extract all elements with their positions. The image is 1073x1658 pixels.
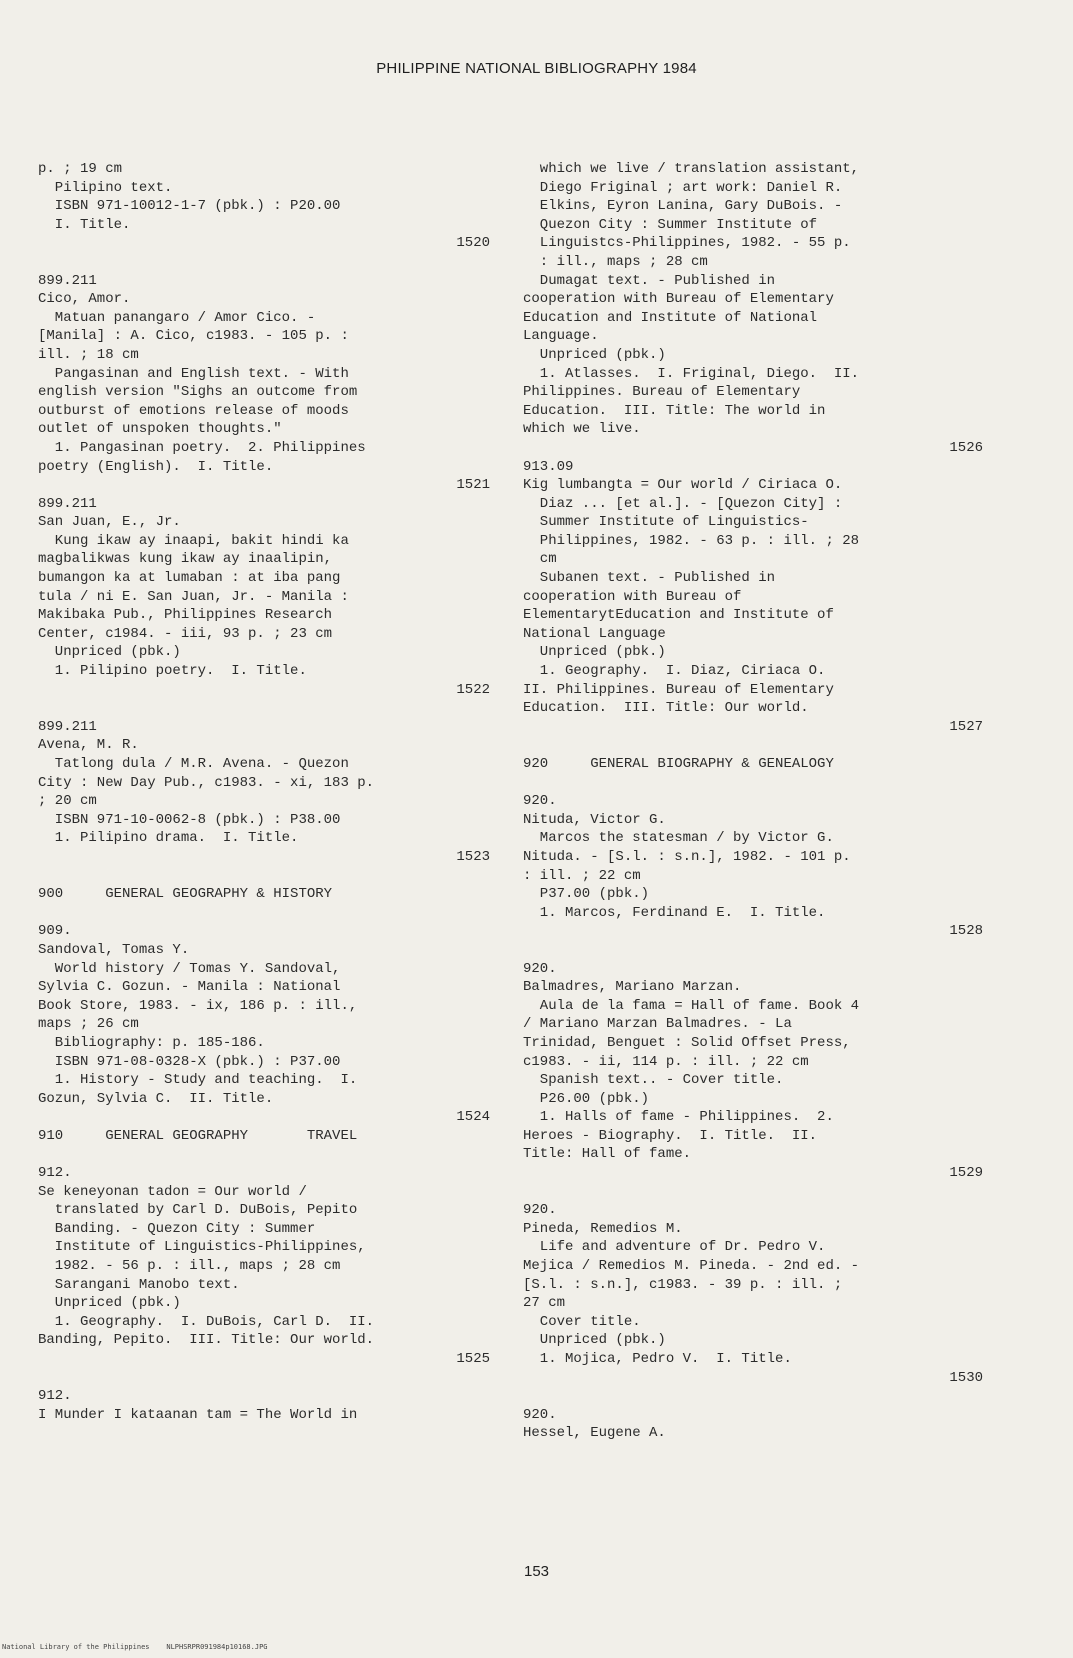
left-column (38, 160, 490, 1424)
entry-line: I Munder I kataanan tam = The World in (38, 1406, 358, 1423)
entry-line: cooperation with Bureau of (523, 588, 742, 605)
entry-line: Unpriced (pbk.) (38, 1295, 181, 1312)
entry-line: Sylvia C. Gozun. - Manila : National (38, 979, 341, 996)
entry-line: I. Title. (38, 216, 131, 233)
bibliography-entry (38, 922, 490, 1127)
entry-line: Summer Institute of Linguistics- (523, 514, 809, 531)
entry-line: ElementarytEducation and Institute of (523, 607, 834, 624)
entry-line: cooperation with Bureau of Elementary (523, 291, 834, 308)
entry-line: Nituda, Victor G. (523, 811, 666, 828)
entry-line: Pilipino text. (38, 179, 173, 196)
entry-line: Hessel, Eugene A. (523, 1425, 666, 1442)
spacer (523, 1183, 983, 1202)
page-title: PHILIPPINE NATIONAL BIBLIOGRAPHY 1984 (376, 60, 697, 77)
spacer (523, 736, 983, 755)
entry-line: 1. Halls of fame - Philippines. 2. (523, 1109, 834, 1126)
spacer (38, 699, 490, 718)
entry-line: Bibliography: p. 185-186. (38, 1034, 265, 1051)
entry-line: Avena, M. R. (38, 737, 139, 754)
entry-line: 913.09 (523, 458, 574, 475)
entry-line: 1982. - 56 p. : ill., maps ; 28 cm (38, 1258, 341, 1275)
entry-line: Center, c1984. - iii, 93 p. ; 23 cm (38, 625, 333, 642)
entry-line: Education. III. Title: Our world. (523, 700, 809, 717)
entry-line: 1. Marcos, Ferdinand E. I. Title. (523, 904, 826, 921)
bibliography-entry (523, 458, 983, 737)
entry-line: ill. ; 18 cm (38, 346, 139, 363)
bibliography-entry (523, 960, 983, 1183)
bibliography-entry (38, 1164, 490, 1369)
entry-line: 909. (38, 923, 72, 940)
entry-line: Sandoval, Tomas Y. (38, 941, 190, 958)
entry-line: Makibaka Pub., Philippines Research (38, 607, 333, 624)
entry-number: 1528 (949, 923, 983, 940)
entry-line: Unpriced (pbk.) (523, 346, 666, 363)
entry-line: which we live. (523, 421, 641, 438)
entry-line: Kung ikaw ay inaapi, bakit hindi ka (38, 532, 349, 549)
entry-line: Cico, Amor. (38, 291, 131, 308)
entry-line: 920. (523, 1406, 557, 1423)
entry-line: Marcos the statesman / by Victor G. (523, 830, 834, 847)
entry-line: Elkins, Eyron Lanina, Gary DuBois. - (523, 198, 843, 215)
entry-line: Unpriced (pbk.) (523, 644, 666, 661)
bibliography-entry (523, 160, 983, 458)
entry-line: tula / ni E. San Juan, Jr. - Manila : (38, 588, 349, 605)
entry-line: magbalikwas kung ikaw ay inaalipin, (38, 551, 333, 568)
entry-line: 912. (38, 1165, 72, 1182)
bibliography-entry (38, 1387, 490, 1424)
entry-line: Language. (523, 328, 599, 345)
bibliography-entry (523, 1201, 983, 1387)
entry-line: Balmadres, Mariano Marzan. (523, 979, 742, 996)
entry-line: ISBN 971-10-0062-8 (pbk.) : P38.00 (38, 811, 341, 828)
entry-line: outlet of unspoken thoughts." (38, 421, 282, 438)
entry-line: P37.00 (pbk.) (523, 886, 650, 903)
entry-line: II. Philippines. Bureau of Elementary (523, 681, 834, 698)
bibliography-entry (523, 1406, 983, 1443)
entry-line: Philippines. Bureau of Elementary (523, 384, 801, 401)
bibliography-entry (523, 792, 983, 941)
entry-line: Mejica / Remedios M. Pineda. - 2nd ed. - (523, 1258, 860, 1275)
entry-number: 1525 (456, 1351, 490, 1367)
entry-line: english version "Sighs an outcome from (38, 384, 358, 401)
spacer (38, 253, 490, 272)
entry-line: Diego Friginal ; art work: Daniel R. (523, 179, 843, 196)
bibliography-entry (38, 718, 490, 867)
entry-line: Philippines, 1982. - 63 p. : ill. ; 28 (523, 532, 860, 549)
page-number: 153 (523, 1563, 550, 1580)
entry-line: [Manila] : A. Cico, c1983. - 105 p. : (38, 328, 349, 345)
entry-line: Kig lumbangta = Our world / Ciriaca O. (523, 477, 843, 494)
spacer (523, 1387, 983, 1406)
entry-line: 912. (38, 1388, 72, 1405)
entry-line: Unpriced (pbk.) (38, 644, 181, 661)
right-column (523, 160, 983, 1443)
entry-line: San Juan, E., Jr. (38, 514, 181, 531)
entry-line: City : New Day Pub., c1983. - xi, 183 p. (38, 774, 375, 791)
entry-number: 1520 (456, 235, 490, 252)
entry-line: Sarangani Manobo text. (38, 1276, 240, 1293)
entry-line: 899.211 (38, 495, 97, 512)
entry-line: 920. (523, 793, 557, 810)
entry-number: 1522 (456, 681, 490, 698)
spacer (38, 904, 490, 923)
entry-number: 1529 (949, 1165, 983, 1182)
section-heading: 900 GENERAL GEOGRAPHY & HISTORY (38, 886, 333, 903)
entry-line: 1. Pangasinan poetry. 2. Philippines (38, 439, 366, 456)
entry-line: Se keneyonan tadon = Our world / (38, 1183, 307, 1200)
entry-line: ISBN 971-08-0328-X (pbk.) : P37.00 (38, 1053, 341, 1070)
entry-line: p. ; 19 cm (38, 161, 123, 177)
entry-line: ISBN 971-10012-1-7 (pbk.) : P20.00 (38, 198, 341, 215)
entry-number: 1527 (949, 718, 983, 735)
entry-line: Quezon City : Summer Institute of (523, 216, 818, 233)
entry-line: 899.211 (38, 718, 97, 735)
spacer (523, 774, 983, 793)
entry-number: 1530 (949, 1369, 983, 1386)
entry-line: 1. Geography. I. DuBois, Carl D. II. (38, 1313, 375, 1330)
entry-line: P26.00 (pbk.) (523, 1090, 650, 1107)
entry-line: Trinidad, Benguet : Solid Offset Press, (523, 1034, 851, 1051)
entry-line: which we live / translation assistant, (523, 161, 860, 177)
entry-line: : ill., maps ; 28 cm (523, 253, 708, 270)
entry-line: poetry (English). I. Title. (38, 458, 274, 475)
section-heading: 910 GENERAL GEOGRAPHY TRAVEL (38, 1127, 358, 1144)
bibliography-entry (38, 495, 490, 700)
entry-line: Education and Institute of National (523, 309, 818, 326)
spacer (38, 1145, 490, 1164)
entry-line: 1. History - Study and teaching. I. (38, 1072, 358, 1089)
entry-line: Life and adventure of Dr. Pedro V. (523, 1239, 826, 1256)
spacer (523, 941, 983, 960)
entry-line: Institute of Linguistics-Philippines, (38, 1239, 366, 1256)
entry-line: 1. Pilipino drama. I. Title. (38, 830, 299, 847)
entry-line: Diaz ... [et al.]. - [Quezon City] : (523, 495, 843, 512)
entry-line: Education. III. Title: The world in (523, 402, 826, 419)
entry-line: 1. Mojica, Pedro V. I. Title. (523, 1351, 792, 1367)
entry-line: 899.211 (38, 272, 97, 289)
entry-line: Book Store, 1983. - ix, 186 p. : ill., (38, 997, 358, 1014)
entry-line: / Mariano Marzan Balmadres. - La (523, 1016, 792, 1033)
entry-line: translated by Carl D. DuBois, Pepito (38, 1202, 358, 1219)
scan-footer: National Library of the Philippines NLPHSRPR091984p10168.JPG (2, 1643, 268, 1651)
entry-line: ; 20 cm (38, 793, 97, 810)
bibliography-entry (38, 272, 490, 495)
entry-line: Linguistcs-Philippines, 1982. - 55 p. (523, 235, 851, 252)
entry-line: 1. Atlasses. I. Friginal, Diego. II. (523, 365, 860, 382)
entry-line: Tatlong dula / M.R. Avena. - Quezon (38, 756, 349, 772)
entry-line: [S.l. : s.n.], c1983. - 39 p. : ill. ; (523, 1276, 843, 1293)
entry-line: Cover title. (523, 1313, 641, 1330)
entry-number: 1524 (456, 1109, 490, 1126)
entry-line: 920. (523, 960, 557, 977)
bibliography-entry (38, 160, 490, 253)
entry-line: Heroes - Biography. I. Title. II. (523, 1127, 818, 1144)
entry-line: Title: Hall of fame. (523, 1146, 692, 1163)
entry-line: Aula de la fama = Hall of fame. Book 4 (523, 997, 860, 1014)
entry-number: 1523 (456, 848, 490, 865)
entry-number: 1526 (949, 439, 983, 456)
entry-line: National Language (523, 625, 666, 642)
entry-line: Banding, Pepito. III. Title: Our world. (38, 1332, 375, 1349)
entry-line: 1. Pilipino poetry. I. Title. (38, 663, 307, 680)
entry-line: Unpriced (pbk.) (523, 1332, 666, 1349)
entry-line: Gozun, Sylvia C. II. Title. (38, 1090, 274, 1107)
entry-line: Banding. - Quezon City : Summer (38, 1220, 316, 1237)
entry-line: Pangasinan and English text. - With (38, 365, 349, 382)
section-heading: 920 GENERAL BIOGRAPHY & GENEALOGY (523, 756, 834, 772)
entry-line: 27 cm (523, 1295, 566, 1312)
entry-line: 1. Geography. I. Diaz, Ciriaca O. (523, 663, 826, 680)
entry-line: outburst of emotions release of moods (38, 402, 349, 419)
spacer (38, 1369, 490, 1388)
entry-line: Nituda. - [S.l. : s.n.], 1982. - 101 p. (523, 848, 851, 865)
entry-line: Pineda, Remedios M. (523, 1220, 683, 1237)
entry-line: Subanen text. - Published in (523, 570, 776, 587)
spacer (38, 867, 490, 886)
entry-line: 920. (523, 1202, 557, 1219)
entry-line: cm (523, 551, 557, 568)
entry-number: 1521 (456, 477, 490, 494)
entry-line: maps ; 26 cm (38, 1016, 139, 1033)
entry-line: Spanish text.. - Cover title. (523, 1072, 784, 1089)
entry-line: : ill. ; 22 cm (523, 867, 641, 884)
entry-line: Matuan panangaro / Amor Cico. - (38, 309, 316, 326)
entry-line: c1983. - ii, 114 p. : ill. ; 22 cm (523, 1053, 809, 1070)
entry-line: Dumagat text. - Published in (523, 272, 776, 289)
entry-line: World history / Tomas Y. Sandoval, (38, 960, 341, 977)
entry-line: bumangon ka at lumaban : at iba pang (38, 570, 341, 587)
